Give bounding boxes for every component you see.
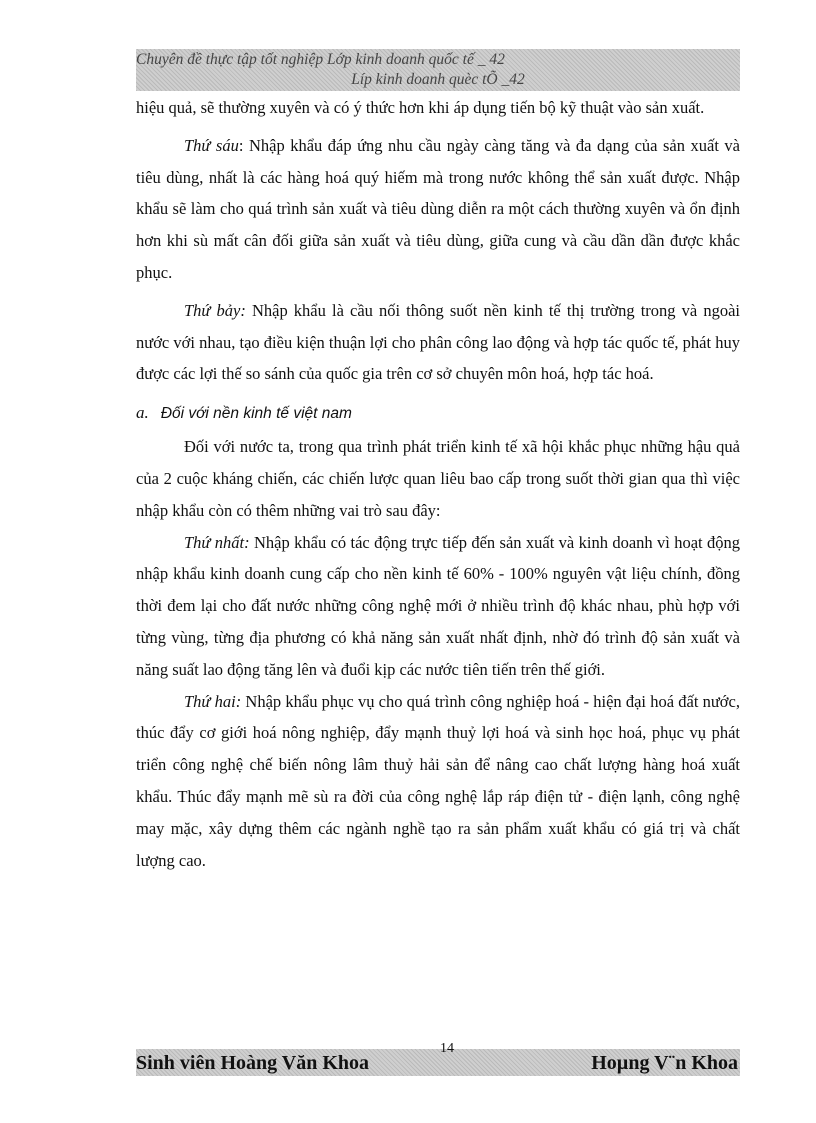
paragraph-lead: Thứ bảy: xyxy=(184,300,246,320)
header-title: Chuyên đề thực tập tốt nghiệp Lớp kinh doanh quốc tế _ 42 xyxy=(136,51,505,68)
paragraph-lead: Thứ sáu xyxy=(184,135,239,155)
section-title: Đối với nền kinh tế việt nam xyxy=(160,405,352,423)
header-subtitle: Líp kinh doanh quèc tÕ _42 xyxy=(351,71,525,88)
section-heading xyxy=(136,400,740,427)
paragraph-thu-sau xyxy=(136,130,740,289)
section-index: a. xyxy=(136,403,149,423)
document-body xyxy=(136,92,740,876)
paragraph-lead: Thứ nhất: xyxy=(184,532,250,552)
paragraph-text: : Nhập khẩu đáp ứng nhu cầu ngày càng tăng và đa dạng của sản xuất và tiêu dùng, nhất là các hàng hoá quý hiếm mà trong nước không thể sản xuất được. Nhập khẩu sẽ làm cho quá trình sản xuất và tiêu dùng diễn ra một cách thường xuyên và ổn định hơn khi sù mất cân đối giữa sản xuất và tiêu dùng, giữa cung và cầu dần dần được khắc phục. xyxy=(136,135,740,282)
paragraph-continued: hiệu quả, sẽ thường xuyên và có ý thức hơn khi áp dụng tiến bộ kỹ thuật vào sản xuất. xyxy=(136,98,705,117)
paragraph-lead: Thứ hai: xyxy=(184,691,242,711)
paragraph-text: Nhập khẩu là cầu nối thông suốt nền kinh tế thị trường trong và ngoài nước với nhau, tạo điều kiện thuận lợi cho phân công lao động và hợp tác quốc tế, phát huy được các lợi thế so sánh của quốc gia trên cơ sở chuyên môn hoá, hợp tác hoá. xyxy=(136,300,740,384)
footer-author: Sinh viên Hoàng Văn Khoa xyxy=(136,1052,370,1074)
page-footer xyxy=(136,1041,740,1076)
page-header xyxy=(136,49,740,91)
paragraph-thu-hai xyxy=(136,686,740,877)
paragraph-thu-nhat xyxy=(136,527,740,686)
footer-author-alt: Hoµng V¨n Khoa xyxy=(591,1052,738,1074)
paragraph-text: Nhập khẩu có tác động trực tiếp đến sản xuất và kinh doanh vì hoạt động nhập khẩu kinh doanh cung cấp cho nền kinh tế 60% - 100% nguyên vật liệu chính, đồng thời đem lại cho đất nước những công nghệ mới ở nhiều trình độ khác nhau, phù hợp với từng vùng, từng địa phương có khả năng sản xuất nhất định, nhờ đó trình độ sản xuất và năng suất lao động tăng lên và đuổi kịp các nước tiên tiến trên thế giới. xyxy=(136,532,741,679)
paragraph-thu-bay xyxy=(136,295,740,390)
page-number: 14 xyxy=(440,1041,454,1056)
paragraph-intro: Đối với nước ta, trong qua trình phát triển kinh tế xã hội khắc phục những hậu quả của 2 cuộc kháng chiến, các chiến lược quan liêu bao cấp trong suốt thời gian qua thì việc nhập khẩu còn có thêm những vai trò sau đây: xyxy=(136,437,740,520)
paragraph-text: Nhập khẩu phục vụ cho quá trình công nghiệp hoá - hiện đại hoá đất nước, thúc đẩy cơ giới hoá nông nghiệp, đẩy mạnh thuỷ lợi hoá và sinh học hoá, phục vụ phát triển công nghệ chế biến nông lâm thuỷ hải sản để nâng cao chất lượng hàng hoá xuất khẩu. Thúc đẩy mạnh mẽ sù ra đời của công nghệ lắp ráp điện tử - điện lạnh, công nghệ may mặc, xây dựng thêm các ngành nghề tạo ra sản phẩm xuất khẩu có giá trị và chất lượng cao. xyxy=(136,691,740,870)
